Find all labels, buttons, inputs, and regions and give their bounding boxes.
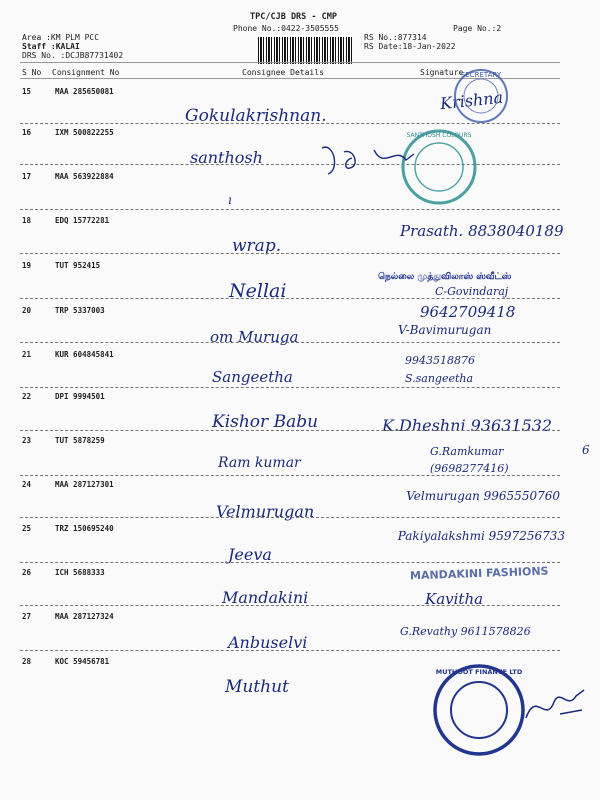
consignee-name: Gokulakrishnan. (185, 106, 327, 126)
row-divider (20, 253, 560, 254)
row-consignment: TRZ 150695240 (55, 524, 114, 533)
svg-text:SANTHOSH COLOURS: SANTHOSH COLOURS (406, 132, 472, 139)
page-number: Page No.:2 (453, 24, 502, 33)
row-divider (20, 298, 560, 299)
row-consignment: TRP 5337003 (55, 306, 105, 315)
consignee-name: Mandakini (222, 588, 309, 607)
signature: Pakiyalakshmi 9597256733 (397, 529, 565, 543)
row-consignment: DPI 9994501 (55, 392, 105, 401)
document-title: TPC/CJB DRS - CMP (250, 12, 337, 22)
consignee-name: Sangeetha (212, 368, 293, 386)
row-sno: 26 (22, 568, 32, 577)
row-sno: 25 (22, 524, 32, 533)
row-sno: 23 (22, 436, 32, 445)
signature: K.Dheshni 93631532 (382, 416, 553, 435)
row-divider (20, 517, 560, 518)
staff-label: Staff :KALAI (22, 42, 80, 51)
row-divider (20, 475, 560, 476)
row-divider (20, 209, 560, 210)
signature: Prasath. 8838040189 (400, 222, 564, 240)
signature: 9642709418 (420, 303, 516, 321)
row-divider (20, 650, 560, 651)
area-label: Area :KM PLM PCC (22, 33, 100, 42)
row-sno: 16 (22, 128, 32, 137)
secretary-stamp (443, 64, 519, 124)
row-sno: 22 (22, 392, 32, 401)
signature-scribble (314, 140, 424, 180)
fashions-stamp: MANDAKINI FASHIONS (409, 564, 549, 583)
drs-number: DRS No. :DCJB87731402 (22, 51, 124, 60)
consignee-mark: ı (228, 193, 232, 207)
col-signature: Signature (420, 68, 464, 77)
signature-scribble: V-Bavimurugan (398, 323, 492, 337)
row-consignment: EDQ 15772281 (55, 216, 110, 225)
row-sno: 15 (22, 87, 32, 96)
row-sno: 18 (22, 216, 32, 225)
rs-date: RS Date:18-Jan-2022 (364, 42, 456, 51)
sweets-stamp: நெல்லை முத்துவிலாஸ் ஸ்வீட்ஸ் (378, 272, 512, 282)
row-sno: 20 (22, 306, 32, 315)
consignee-name: Nellai (229, 280, 287, 302)
row-consignment: MAA 285650081 (55, 87, 114, 96)
phone-number: Phone No.:0422-3505555 (233, 24, 339, 33)
row-consignment: KOC 59456781 (55, 657, 110, 666)
header-divider (20, 62, 560, 63)
row-sno: 19 (22, 261, 32, 270)
signature: Krishna (439, 87, 504, 114)
consignee-name: Anbuselvi (228, 633, 308, 652)
svg-text:SECRETARY: SECRETARY (460, 71, 502, 79)
col-consignment: Consignment No (52, 68, 120, 77)
consignee-name: Muthut (225, 677, 289, 697)
rs-number: RS No.:877314 (364, 33, 427, 42)
barcode (258, 37, 352, 64)
signature: 9943518876 S.sangeetha (405, 354, 475, 385)
consignee-name: santhosh (190, 148, 263, 167)
consignee-name: wrap. (232, 236, 282, 256)
row-consignment: KUR 604845841 (55, 350, 114, 359)
consignee-name: Jeeva (228, 545, 272, 564)
row-consignment: ICH 5688333 (55, 568, 105, 577)
row-divider (20, 562, 560, 563)
signature: C-Govindaraj (435, 285, 509, 298)
muthoot-finance-stamp (428, 660, 530, 760)
row-divider (20, 430, 560, 431)
col-consignee: Consignee Details (242, 68, 324, 77)
trailing-digit: 6 (582, 443, 590, 457)
consignee-name: om Muruga (210, 328, 299, 346)
row-consignment: TUT 5878259 (55, 436, 105, 445)
row-divider (20, 387, 560, 388)
signature: Velmurugan 9965550760 (406, 489, 560, 503)
row-consignment: IXM 500822255 (55, 128, 114, 137)
row-consignment: MAA 563922884 (55, 172, 114, 181)
row-sno: 24 (22, 480, 32, 489)
row-sno: 27 (22, 612, 32, 621)
row-sno: 21 (22, 350, 32, 359)
row-sno: 28 (22, 657, 32, 666)
col-sno: S No (22, 68, 42, 77)
consignee-name: Velmurugan (216, 502, 315, 521)
consignee-name: Kishor Babu (212, 412, 319, 432)
row-consignment: MAA 287127324 (55, 612, 114, 621)
muthoot-signature (520, 680, 590, 730)
row-consignment: TUT 952415 (55, 261, 101, 270)
row-sno: 17 (22, 172, 32, 181)
signature: G.Revathy 9611578826 (400, 625, 531, 638)
consignee-name: Ram kumar (218, 455, 301, 471)
row-divider (20, 342, 560, 343)
signature: G.Ramkumar (9698277416) (430, 445, 509, 475)
svg-text:MUTHOOT FINANCE LTD: MUTHOOT FINANCE LTD (435, 668, 523, 676)
row-consignment: MAA 287127301 (55, 480, 114, 489)
signature: Kavitha (425, 590, 484, 608)
row-divider (20, 605, 560, 606)
